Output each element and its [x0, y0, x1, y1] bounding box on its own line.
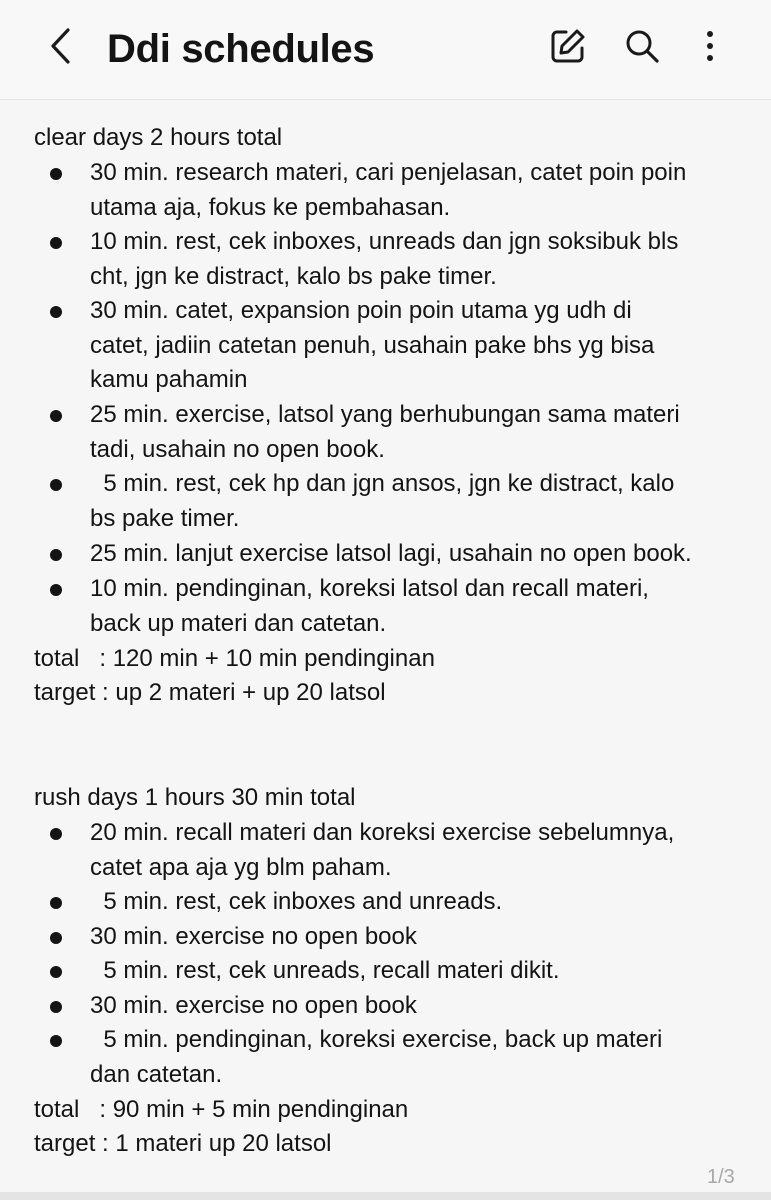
bullet-icon: [50, 828, 62, 840]
list-item-text: 30 min. catet, expansion poin poin utama yg udh di catet, jadiin catetan penuh, usahain pake bhs yg bisa kamu pahamin: [90, 297, 655, 393]
edit-button[interactable]: [546, 26, 590, 70]
search-icon: [623, 27, 661, 70]
total-line: total : 120 min + 10 min pendinginan: [34, 645, 435, 672]
page-indicator: 1/3: [707, 1166, 735, 1188]
bullet-icon: [50, 1001, 62, 1013]
list-item-text: 5 min. rest, cek unreads, recall materi dikit.: [90, 957, 560, 984]
list-item-text: 10 min. rest, cek inboxes, unreads dan jgn soksibuk bls cht, jgn ke distract, kalo bs pake timer.: [90, 228, 679, 290]
bullet-icon: [50, 168, 62, 180]
bullet-icon: [50, 306, 62, 318]
note-content[interactable]: [0, 101, 771, 1200]
bullet-icon: [50, 410, 62, 422]
list-item-text: 5 min. rest, cek inboxes and unreads.: [90, 888, 503, 915]
bullet-icon: [50, 479, 62, 491]
app-bar: [0, 0, 771, 100]
bullet-icon: [50, 966, 62, 978]
page-title: Ddi schedules: [107, 27, 375, 71]
list-item-text: 30 min. exercise no open book: [90, 992, 417, 1019]
more-options-button[interactable]: [688, 26, 732, 70]
bottom-divider: [0, 1192, 771, 1200]
list-item-text: 30 min. exercise no open book: [90, 923, 417, 950]
search-button[interactable]: [620, 26, 664, 70]
list-item-text: 30 min. research materi, cari penjelasan, catet poin poin utama aja, fokus ke pembahasan.: [90, 159, 687, 221]
more-vertical-icon: [704, 29, 716, 68]
edit-icon: [549, 27, 587, 70]
bullet-icon: [50, 1035, 62, 1047]
target-line: target : up 2 materi + up 20 latsol: [34, 679, 386, 706]
back-button[interactable]: [38, 26, 82, 70]
list-item-text: 20 min. recall materi dan koreksi exercise sebelumnya, catet apa aja yg blm paham.: [90, 819, 675, 881]
total-line: total : 90 min + 5 min pendinginan: [34, 1096, 409, 1123]
bullet-icon: [50, 584, 62, 596]
bullet-icon: [50, 932, 62, 944]
bullet-icon: [50, 237, 62, 249]
bullet-icon: [50, 897, 62, 909]
target-line: target : 1 materi up 20 latsol: [34, 1130, 332, 1157]
list-item-text: 25 min. lanjut exercise latsol lagi, usahain no open book.: [90, 540, 692, 567]
section-heading-rush-days: rush days 1 hours 30 min total: [34, 784, 356, 811]
list-item-text: 5 min. rest, cek hp dan jgn ansos, jgn ke distract, kalo bs pake timer.: [90, 470, 675, 532]
chevron-left-icon: [48, 26, 72, 71]
bullet-icon: [50, 549, 62, 561]
list-item-text: 5 min. pendinginan, koreksi exercise, back up materi dan catetan.: [90, 1026, 663, 1088]
section-heading-clear-days: clear days 2 hours total: [34, 124, 283, 151]
list-item-text: 10 min. pendinginan, koreksi latsol dan recall materi, back up materi dan catetan.: [90, 575, 649, 637]
list-item-text: 25 min. exercise, latsol yang berhubungan sama materi tadi, usahain no open book.: [90, 401, 680, 463]
